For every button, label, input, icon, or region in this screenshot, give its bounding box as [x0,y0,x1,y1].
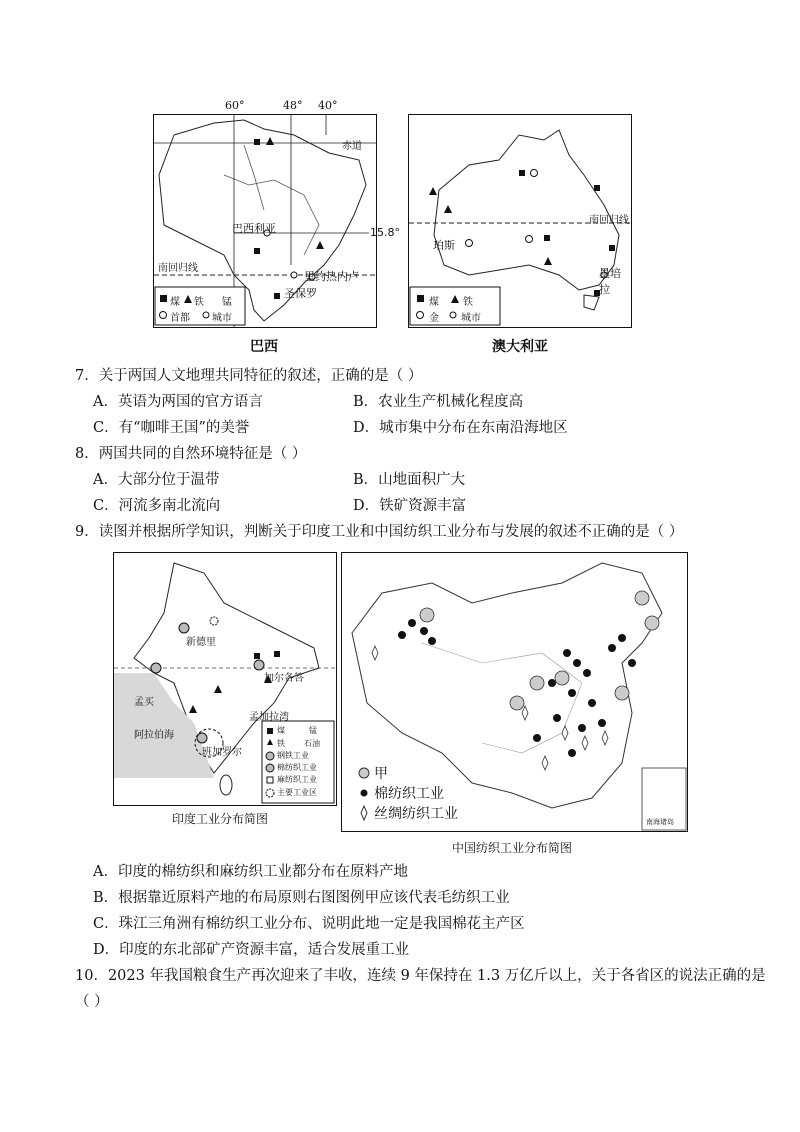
aus-tropic-label: 南回归线 [589,215,629,226]
legend-capital: 首都 [170,313,190,324]
china-inset-label: 南海诸岛 [646,818,674,826]
q9-option-c[interactable]: C．珠江三角洲有棉纺织工业分布、说明此地一定是我国棉花主产区 [93,916,525,932]
aus-legend-city: 城市 [461,313,481,324]
india-legend-steel: 钢铁工业 [277,751,309,760]
q7-option-b[interactable]: B．农业生产机械化程度高 [353,394,524,410]
rio-label: 里约热内卢 [304,270,359,283]
aus-legend-gold: 金 [429,313,439,324]
legend-iron: 铁 [194,297,204,308]
india-legend-manganese: 锰 [309,726,317,735]
q10-stem: 10．2023 年我国粮食生产再次迎来了丰收，连续 9 年保持在 1.3 万亿斤以上，关于各省区的说法正确的是 [75,968,766,984]
brazil-map [153,114,400,328]
india-legend-iron: 铁 [277,739,285,748]
delhi-label: 新德里 [186,637,216,648]
tropic-label: 南回归线 [158,263,198,274]
india-map [113,552,337,806]
india-legend-cotton: 棉纺织工业 [277,763,317,772]
q9-stem: 9．读图并根据所学知识，判断关于印度工业和中国纺织工业分布与发展的叙述不正确的是（ ） [75,524,684,540]
q7-option-a[interactable]: A．英语为两国的官方语言 [93,394,263,410]
india-legend-jute: 麻纺织工业 [277,775,317,784]
coal-marker [274,293,280,299]
q10-paren: （ ） [75,994,109,1010]
kolkata-label: 加尔各答 [264,673,304,684]
capital-label: 巴西利亚 [232,222,276,235]
brazil-lon-label-60: 60° [225,99,245,112]
aus-legend-iron: 铁 [463,297,473,308]
china-caption: 中国纺织工业分布简图 [452,841,573,855]
china-legend-b: 棉纺织工业 [374,786,444,802]
mumbai-label: 孟买 [134,697,154,708]
china-legend-a: 甲 [374,766,388,782]
q7-option-c[interactable]: C．有“咖啡王国”的美誉 [93,420,250,436]
china-legend-c: 丝绸纺织工业 [374,806,458,822]
q8-option-d[interactable]: D．铁矿资源丰富 [353,498,467,514]
saopaulo-label: 圣保罗 [284,287,317,300]
perth-label: 珀斯 [433,239,455,252]
equator-label: 赤道 [342,141,362,152]
q9-option-a[interactable]: A．印度的棉纺织和麻纺织工业都分布在原料产地 [93,864,408,880]
brazil-caption: 巴西 [250,339,278,355]
india-legend-zone: 主要工业区 [277,788,317,797]
q8-option-c[interactable]: C．河流多南北流向 [93,498,221,514]
india-caption: 印度工业分布简图 [172,812,269,826]
brazil-lon-label-40: 40° [318,99,338,112]
q8-option-b[interactable]: B．山地面积广大 [353,472,466,488]
q7-option-d[interactable]: D．城市集中分布在东南沿海地区 [353,420,568,436]
q8-stem: 8．两国共同的自然环境特征是（ ） [75,446,307,462]
australia-map [408,114,632,328]
q9-option-d[interactable]: D．印度的东北部矿产资源丰富，适合发展重工业 [93,942,410,958]
legend-manganese: 锰 [222,297,232,308]
city-marker [291,272,297,278]
q9-option-b[interactable]: B．根据靠近原料产地的布局原则右图图例甲应该代表毛纺织工业 [93,890,510,906]
coal-marker [254,248,260,254]
q7-stem: 7．关于两国人文地理共同特征的叙述，正确的是（ ） [75,368,423,384]
iron-marker [266,137,274,145]
lat-label: 15.8° [370,226,400,239]
bengal-label: 孟加拉湾 [249,712,289,723]
china-map [341,552,688,832]
australia-caption: 澳大利亚 [492,339,548,355]
bangalore-label: 班加罗尔 [202,747,242,758]
aus-legend-coal: 煤 [429,297,439,308]
arabian-label: 阿拉伯海 [134,730,174,741]
india-legend-coal: 煤 [277,726,285,735]
india-legend-oil: 石油 [304,739,320,748]
melbourne-label: 墨培拉 [599,267,621,296]
coal-marker [254,139,260,145]
legend-coal: 煤 [170,297,180,308]
q8-option-a[interactable]: A．大部分位于温带 [93,472,220,488]
iron-marker [316,241,324,249]
brazil-lon-label-48: 48° [283,99,303,112]
legend-city: 城市 [212,313,232,324]
